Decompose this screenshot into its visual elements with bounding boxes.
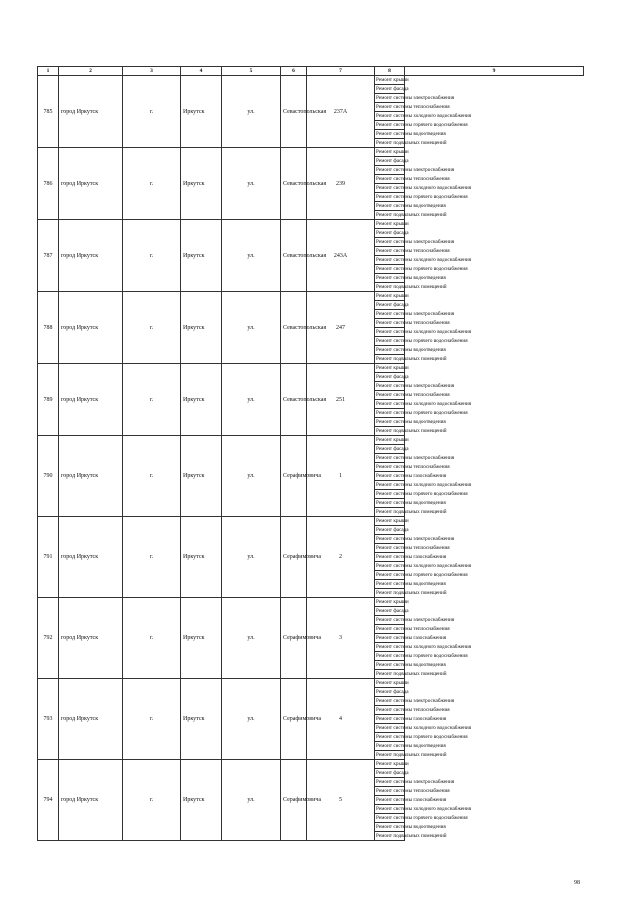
repair-work-item: Ремонт системы холодного водоснабжения xyxy=(376,725,472,731)
repair-work-item: Ремонт системы водоотведения xyxy=(376,419,446,425)
street-type-cell: ул. xyxy=(222,292,281,364)
repair-work-item: Ремонт системы холодного водоснабжения xyxy=(376,401,472,407)
settlement-type-cell: г. xyxy=(123,436,181,517)
repair-work-item: Ремонт подвальных помещений xyxy=(376,140,447,146)
street-name-cell: Серафимовича xyxy=(281,517,307,598)
repair-work-item: Ремонт системы теплоснабжения xyxy=(376,248,450,254)
house-number-cell: 239 xyxy=(307,148,375,220)
settlement-name-cell: Иркутск xyxy=(181,76,222,148)
repair-work-item: Ремонт подвальных помещений xyxy=(376,356,447,362)
settlement-type-cell: г. xyxy=(123,517,181,598)
repair-work-item: Ремонт системы водоотведения xyxy=(376,131,446,137)
repair-work-item: Ремонт системы теплоснабжения xyxy=(376,104,450,110)
house-number-cell: 2 xyxy=(307,517,375,598)
repair-works-cell xyxy=(375,292,472,364)
repair-work-item: Ремонт системы водоотведения xyxy=(376,500,446,506)
repair-work-item: Ремонт системы газоснабжения xyxy=(376,473,447,479)
repair-work-item: Ремонт системы электроснабжения xyxy=(376,536,455,542)
record-number-cell: 786 xyxy=(38,148,59,220)
repair-work-item: Ремонт системы горячего водоснабжения xyxy=(376,122,468,128)
settlement-type-cell: г. xyxy=(123,598,181,679)
street-type-cell: ул. xyxy=(222,220,281,292)
repair-work-item: Ремонт фасада xyxy=(376,230,409,236)
repair-work-item: Ремонт подвальных помещений xyxy=(376,509,447,515)
repair-work-item: Ремонт системы электроснабжения xyxy=(376,698,455,704)
municipality-cell: город Иркутск xyxy=(59,436,123,517)
repair-work-item: Ремонт системы горячего водоснабжения xyxy=(376,410,468,416)
street-name-cell: Севастопольская xyxy=(281,76,307,148)
settlement-name-cell: Иркутск xyxy=(181,598,222,679)
repair-work-item: Ремонт крыши xyxy=(376,149,409,155)
settlement-name-cell: Иркутск xyxy=(181,436,222,517)
repair-work-item: Ремонт системы газоснабжения xyxy=(376,554,447,560)
street-type-cell: ул. xyxy=(222,517,281,598)
page-number: 98 xyxy=(574,880,580,886)
repair-works-cell xyxy=(375,436,472,517)
repair-work-item: Ремонт системы теплоснабжения xyxy=(376,788,450,794)
street-name-cell: Севастопольская xyxy=(281,148,307,220)
settlement-name-cell: Иркутск xyxy=(181,220,222,292)
street-name-cell: Севастопольская xyxy=(281,292,307,364)
repair-work-item: Ремонт крыши xyxy=(376,293,409,299)
repair-work-item: Ремонт системы горячего водоснабжения xyxy=(376,194,468,200)
table-row xyxy=(38,679,584,760)
settlement-type-cell: г. xyxy=(123,220,181,292)
street-type-cell: ул. xyxy=(222,364,281,436)
record-number-cell: 794 xyxy=(38,760,59,841)
repair-work-item: Ремонт системы электроснабжения xyxy=(376,617,455,623)
repair-program-table xyxy=(37,66,584,841)
repair-work-item: Ремонт системы теплоснабжения xyxy=(376,320,450,326)
street-name-cell: Серафимовича xyxy=(281,436,307,517)
header-col-4: 4 xyxy=(181,67,222,76)
repair-works-cell xyxy=(375,364,472,436)
repair-work-item: Ремонт системы горячего водоснабжения xyxy=(376,491,468,497)
repair-work-item: Ремонт системы теплоснабжения xyxy=(376,707,450,713)
settlement-type-cell: г. xyxy=(123,148,181,220)
repair-work-item: Ремонт системы горячего водоснабжения xyxy=(376,653,468,659)
repair-work-item: Ремонт системы холодного водоснабжения xyxy=(376,329,472,335)
repair-work-item: Ремонт фасада xyxy=(376,374,409,380)
municipality-cell: город Иркутск xyxy=(59,364,123,436)
table-row xyxy=(38,517,584,598)
repair-work-item: Ремонт фасада xyxy=(376,608,409,614)
repair-work-item: Ремонт фасада xyxy=(376,158,409,164)
repair-work-item: Ремонт системы холодного водоснабжения xyxy=(376,257,472,263)
municipality-cell: город Иркутск xyxy=(59,76,123,148)
table-row xyxy=(38,76,584,148)
repair-work-item: Ремонт системы холодного водоснабжения xyxy=(376,113,472,119)
record-number-cell: 787 xyxy=(38,220,59,292)
street-name-cell: Севастопольская xyxy=(281,220,307,292)
header-col-9: 9 xyxy=(405,67,584,76)
street-name-cell: Севастопольская xyxy=(281,364,307,436)
street-type-cell: ул. xyxy=(222,436,281,517)
record-number-cell: 789 xyxy=(38,364,59,436)
repair-work-item: Ремонт системы электроснабжения xyxy=(376,455,455,461)
table-row xyxy=(38,148,584,220)
repair-work-item: Ремонт подвальных помещений xyxy=(376,752,447,758)
repair-work-item: Ремонт системы теплоснабжения xyxy=(376,464,450,470)
repair-work-item: Ремонт системы холодного водоснабжения xyxy=(376,563,472,569)
street-type-cell: ул. xyxy=(222,148,281,220)
settlement-name-cell: Иркутск xyxy=(181,679,222,760)
repair-work-item: Ремонт системы теплоснабжения xyxy=(376,392,450,398)
repair-work-item: Ремонт системы холодного водоснабжения xyxy=(376,806,472,812)
repair-work-item: Ремонт системы водоотведения xyxy=(376,203,446,209)
repair-works-cell xyxy=(375,220,472,292)
house-number-cell: 4 xyxy=(307,679,375,760)
header-col-1: 1 xyxy=(38,67,59,76)
repair-work-item: Ремонт крыши xyxy=(376,365,409,371)
repair-work-item: Ремонт системы водоотведения xyxy=(376,581,446,587)
repair-works-cell xyxy=(375,76,472,148)
repair-work-item: Ремонт системы электроснабжения xyxy=(376,383,455,389)
house-number-cell: 243А xyxy=(307,220,375,292)
municipality-cell: город Иркутск xyxy=(59,679,123,760)
settlement-name-cell: Иркутск xyxy=(181,292,222,364)
repair-work-item: Ремонт подвальных помещений xyxy=(376,284,447,290)
table-row xyxy=(38,436,584,517)
repair-work-item: Ремонт системы холодного водоснабжения xyxy=(376,482,472,488)
record-number-cell: 785 xyxy=(38,76,59,148)
header-col-3: 3 xyxy=(123,67,181,76)
repair-work-item: Ремонт системы горячего водоснабжения xyxy=(376,572,468,578)
repair-work-item: Ремонт системы электроснабжения xyxy=(376,779,455,785)
street-name-cell: Серафимовича xyxy=(281,679,307,760)
table-row xyxy=(38,364,584,436)
repair-work-item: Ремонт фасада xyxy=(376,302,409,308)
repair-work-item: Ремонт системы водоотведения xyxy=(376,275,446,281)
repair-work-item: Ремонт системы теплоснабжения xyxy=(376,626,450,632)
municipality-cell: город Иркутск xyxy=(59,598,123,679)
municipality-cell: город Иркутск xyxy=(59,760,123,841)
repair-work-item: Ремонт подвальных помещений xyxy=(376,671,447,677)
table-row xyxy=(38,760,584,841)
repair-work-item: Ремонт фасада xyxy=(376,527,409,533)
repair-work-item: Ремонт крыши xyxy=(376,518,409,524)
table-header xyxy=(38,67,584,76)
header-col-2: 2 xyxy=(59,67,123,76)
repair-work-item: Ремонт системы теплоснабжения xyxy=(376,545,450,551)
repair-work-item: Ремонт фасада xyxy=(376,770,409,776)
record-number-cell: 793 xyxy=(38,679,59,760)
municipality-cell: город Иркутск xyxy=(59,148,123,220)
repair-work-item: Ремонт системы горячего водоснабжения xyxy=(376,734,468,740)
settlement-name-cell: Иркутск xyxy=(181,364,222,436)
repair-work-item: Ремонт системы водоотведения xyxy=(376,824,446,830)
repair-work-item: Ремонт подвальных помещений xyxy=(376,833,447,839)
table-row xyxy=(38,292,584,364)
settlement-name-cell: Иркутск xyxy=(181,517,222,598)
repair-work-item: Ремонт системы водоотведения xyxy=(376,743,446,749)
repair-work-item: Ремонт крыши xyxy=(376,599,409,605)
repair-work-item: Ремонт крыши xyxy=(376,761,409,767)
repair-work-item: Ремонт крыши xyxy=(376,221,409,227)
repair-work-item: Ремонт системы электроснабжения xyxy=(376,239,455,245)
repair-work-item: Ремонт системы электроснабжения xyxy=(376,311,455,317)
header-col-8: 8 xyxy=(375,67,405,76)
repair-work-item: Ремонт фасада xyxy=(376,86,409,92)
street-name-cell: Серафимовича xyxy=(281,760,307,841)
repair-works-cell xyxy=(375,679,472,760)
header-col-5: 5 xyxy=(222,67,281,76)
repair-work-item: Ремонт системы теплоснабжения xyxy=(376,176,450,182)
street-type-cell: ул. xyxy=(222,598,281,679)
repair-work-item: Ремонт подвальных помещений xyxy=(376,212,447,218)
municipality-cell: город Иркутск xyxy=(59,220,123,292)
settlement-type-cell: г. xyxy=(123,76,181,148)
repair-work-item: Ремонт системы холодного водоснабжения xyxy=(376,644,472,650)
repair-works-cell xyxy=(375,148,472,220)
repair-work-item: Ремонт крыши xyxy=(376,437,409,443)
table-row xyxy=(38,220,584,292)
settlement-type-cell: г. xyxy=(123,679,181,760)
repair-work-item: Ремонт подвальных помещений xyxy=(376,590,447,596)
repair-work-item: Ремонт системы газоснабжения xyxy=(376,797,447,803)
record-number-cell: 790 xyxy=(38,436,59,517)
house-number-cell: 3 xyxy=(307,598,375,679)
settlement-type-cell: г. xyxy=(123,364,181,436)
house-number-cell: 237А xyxy=(307,76,375,148)
street-name-cell: Серафимовича xyxy=(281,598,307,679)
municipality-cell: город Иркутск xyxy=(59,292,123,364)
street-type-cell: ул. xyxy=(222,76,281,148)
record-number-cell: 788 xyxy=(38,292,59,364)
repair-works-cell xyxy=(375,598,472,679)
settlement-name-cell: Иркутск xyxy=(181,760,222,841)
repair-work-item: Ремонт системы газоснабжения xyxy=(376,635,447,641)
settlement-name-cell: Иркутск xyxy=(181,148,222,220)
repair-work-item: Ремонт фасада xyxy=(376,689,409,695)
repair-work-item: Ремонт системы газоснабжения xyxy=(376,716,447,722)
settlement-type-cell: г. xyxy=(123,760,181,841)
repair-work-item: Ремонт системы горячего водоснабжения xyxy=(376,815,468,821)
repair-work-item: Ремонт крыши xyxy=(376,77,409,83)
repair-work-item: Ремонт системы водоотведения xyxy=(376,662,446,668)
header-col-7: 7 xyxy=(307,67,375,76)
street-type-cell: ул. xyxy=(222,760,281,841)
repair-work-item: Ремонт крыши xyxy=(376,680,409,686)
repair-work-item: Ремонт системы горячего водоснабжения xyxy=(376,266,468,272)
house-number-cell: 5 xyxy=(307,760,375,841)
header-col-6: 6 xyxy=(281,67,307,76)
street-type-cell: ул. xyxy=(222,679,281,760)
repair-work-item: Ремонт системы электроснабжения xyxy=(376,95,455,101)
repair-works-cell xyxy=(375,760,472,841)
house-number-cell: 247 xyxy=(307,292,375,364)
header-row xyxy=(38,67,584,76)
record-number-cell: 792 xyxy=(38,598,59,679)
repair-work-item: Ремонт системы водоотведения xyxy=(376,347,446,353)
house-number-cell: 1 xyxy=(307,436,375,517)
repair-work-item: Ремонт системы горячего водоснабжения xyxy=(376,338,468,344)
settlement-type-cell: г. xyxy=(123,292,181,364)
record-number-cell: 791 xyxy=(38,517,59,598)
table-body xyxy=(38,76,584,841)
repair-work-item: Ремонт фасада xyxy=(376,446,409,452)
repair-work-item: Ремонт системы холодного водоснабжения xyxy=(376,185,472,191)
table-row xyxy=(38,598,584,679)
house-number-cell: 251 xyxy=(307,364,375,436)
repair-works-cell xyxy=(375,517,472,598)
repair-work-item: Ремонт подвальных помещений xyxy=(376,428,447,434)
repair-work-item: Ремонт системы электроснабжения xyxy=(376,167,455,173)
municipality-cell: город Иркутск xyxy=(59,517,123,598)
